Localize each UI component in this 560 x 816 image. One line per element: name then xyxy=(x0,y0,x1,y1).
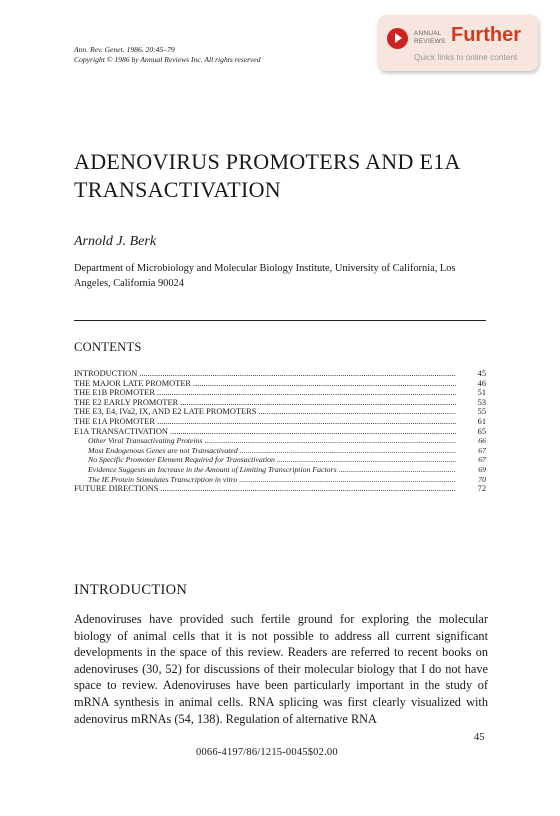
toc-entry[interactable] xyxy=(74,475,486,485)
play-icon xyxy=(387,28,408,49)
toc-entry-title: THE E1A PROMOTER xyxy=(74,416,155,426)
toc-entry-title: FUTURE DIRECTIONS xyxy=(74,484,159,494)
toc-leader-dots xyxy=(139,369,456,379)
toc-entry-page: 46 xyxy=(477,378,486,388)
toc-entry-page: 66 xyxy=(478,436,486,446)
section-divider xyxy=(74,320,486,321)
toc-entry[interactable] xyxy=(74,398,486,408)
toc-entry-title: THE E3, E4, IVa2, IX, AND E2 LATE PROMOTERS xyxy=(74,407,257,417)
toc-leader-dots xyxy=(170,427,456,437)
article-price-code: 0066-4197/86/1215-0045$02.00 xyxy=(196,747,338,758)
badge-reviews-label: REVIEWS xyxy=(414,38,446,45)
toc-entry-title: No Specific Promoter Element Required for Transactivation xyxy=(88,455,275,465)
toc-entry[interactable] xyxy=(74,455,486,465)
toc-leader-dots xyxy=(258,407,456,417)
toc-entry[interactable] xyxy=(74,427,486,437)
copyright-notice: Copyright © 1986 by Annual Reviews Inc. All rights reserved xyxy=(74,55,261,64)
toc-leader-dots xyxy=(205,436,456,446)
introduction-heading: INTRODUCTION xyxy=(74,582,188,598)
toc-entry-title: Most Endogenous Genes are not Transactivated xyxy=(88,445,238,455)
toc-leader-dots xyxy=(277,455,456,465)
toc-entry-page: 45 xyxy=(477,369,486,378)
toc-entry-title: The IE Protein Stimulates Transcription in vitro xyxy=(88,474,238,484)
toc-entry-page: 67 xyxy=(478,445,486,455)
toc-entry[interactable] xyxy=(74,484,486,494)
toc-entry-page: 53 xyxy=(477,397,486,407)
contents-heading: CONTENTS xyxy=(74,340,142,354)
journal-citation: Ann. Rev. Genet. 1986. 20:45–79 xyxy=(74,45,175,54)
toc-entry-title: E1A TRANSACTIVATION xyxy=(74,426,168,436)
annual-reviews-further-badge[interactable] xyxy=(378,15,538,71)
toc-leader-dots xyxy=(160,484,456,494)
introduction-paragraph: Adenoviruses have provided such fertile ground for exploring the molecular biology of animal cells that it is not possible to address all current significant developments in the space of this review. Readers are referred to recent books on adenoviruses (30, 52) for discussions of their molecular biology that I do not have space to review. Adenoviruses have been particularly important in the study of mRNA synthesis in animal cells. RNA splicing was first clearly visualized with adenovirus mRNAs (54, 138). Regulation of alternative RNA xyxy=(74,612,488,726)
toc-entry-title: THE E1B PROMOTER xyxy=(74,388,155,398)
toc-leader-dots xyxy=(193,379,456,389)
toc-leader-dots xyxy=(180,398,456,408)
toc-entry-page: 69 xyxy=(478,464,486,474)
toc-entry-title: INTRODUCTION xyxy=(74,369,138,378)
toc-leader-dots xyxy=(240,446,456,456)
toc-entry-page: 55 xyxy=(477,407,486,417)
toc-entry-title: THE MAJOR LATE PROMOTER xyxy=(74,378,192,388)
toc-entry-page: 61 xyxy=(477,416,486,426)
toc-entry[interactable] xyxy=(74,436,486,446)
toc-entry[interactable] xyxy=(74,379,486,389)
article-title: ADENOVIRUS PROMOTERS AND E1A TRANSACTIVATION xyxy=(74,149,460,202)
toc-entry[interactable] xyxy=(74,388,486,398)
badge-annual-label: ANNUAL xyxy=(414,30,442,37)
toc-entry[interactable] xyxy=(74,465,486,475)
toc-entry[interactable] xyxy=(74,417,486,427)
toc-entry-title: Other Viral Transactivating Proteins xyxy=(88,436,203,446)
toc-entry-page: 67 xyxy=(478,455,486,465)
author-affiliation: Department of Microbiology and Molecular Biology Institute, University of California, Los Angeles, California 90024 xyxy=(74,263,456,289)
toc-leader-dots xyxy=(157,388,456,398)
toc-entry-page: 51 xyxy=(477,388,486,398)
toc-entry-title: THE E2 EARLY PROMOTER xyxy=(74,397,179,407)
toc-entry-page: 65 xyxy=(477,426,486,436)
table-of-contents xyxy=(74,369,486,494)
journal-header xyxy=(74,45,261,65)
page-number: 45 xyxy=(474,732,485,743)
toc-entry[interactable] xyxy=(74,407,486,417)
toc-entry[interactable] xyxy=(74,446,486,456)
toc-leader-dots xyxy=(157,417,456,427)
toc-leader-dots xyxy=(339,465,456,475)
toc-leader-dots xyxy=(239,475,456,485)
toc-entry-title: Evidence Suggests an Increase in the Amount of Limiting Transcription Factors xyxy=(88,464,337,474)
badge-subtitle: Quick links to online content xyxy=(414,52,518,62)
toc-entry-page: 70 xyxy=(478,474,486,484)
article-author: Arnold J. Berk xyxy=(74,234,157,249)
toc-entry[interactable] xyxy=(74,369,486,379)
badge-further-label: Further xyxy=(451,24,521,46)
toc-entry-page: 72 xyxy=(477,484,486,494)
